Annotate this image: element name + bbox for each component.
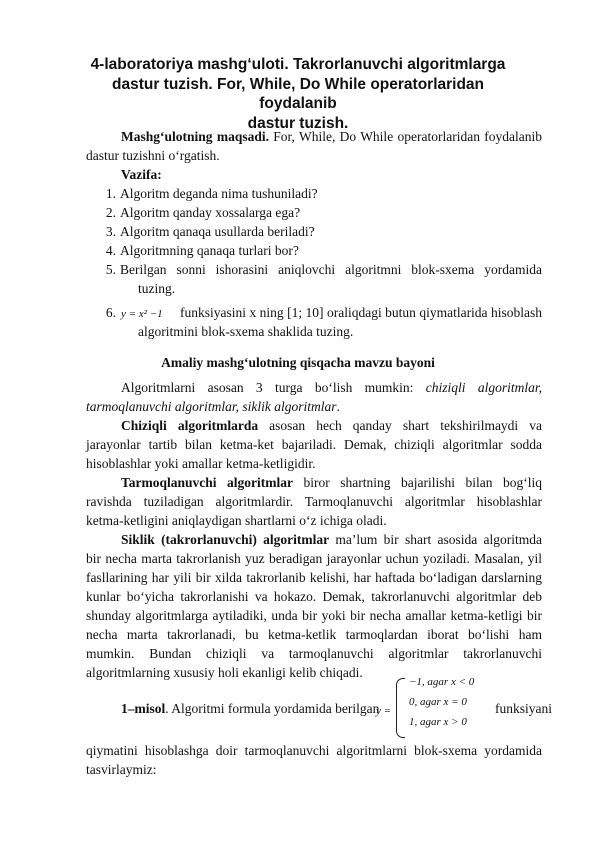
example-line-2: qiymatini hisoblashga doir tarmoqlanuvchi algoritmlarni blok-sxema yordamida	[86, 743, 542, 758]
task-number: 2.	[105, 205, 116, 220]
formula-case: −1, agar x < 0	[409, 676, 475, 688]
text-span: ma’lum bir shart asosida algoritmda	[335, 532, 543, 547]
goal-line-1	[121, 128, 542, 146]
formula-case: 1, agar x > 0	[409, 716, 467, 728]
section-heading: Amaliy mashg‘ulotning qisqacha mavzu bayoni	[161, 355, 435, 370]
task-number: 6.	[105, 305, 116, 320]
task-number: 3.	[105, 224, 116, 239]
task-number: 5.	[105, 262, 116, 277]
paragraph-3-line-3: ketma-ketligini aniqlaydigan shartlarni o‘z ichiga oladi.	[86, 513, 387, 528]
goal-label: Mashg‘ulotning maqsadi.	[121, 129, 269, 144]
task-continuation: tuzing.	[138, 281, 176, 296]
text-span: .	[336, 399, 340, 414]
paragraph-4-line-8: algoritmlarning xususiy holi ekanligi kelib chiqadi.	[86, 665, 363, 680]
paragraph-4-line-3: fasllarining har yili bir xilda takrorlanib kelishi, har haftada bo‘ladigan darslarning	[86, 570, 542, 585]
paragraph-1-line-1	[121, 379, 542, 397]
paragraph-3-line-1	[121, 474, 542, 492]
term-bold: Tarmoqlanuvchi algoritmlar	[121, 475, 294, 490]
task-number: 1.	[105, 186, 116, 201]
brace-shape	[396, 678, 405, 738]
task-text: Algoritm qanaqa usullarda beriladi?	[120, 224, 315, 239]
task-text: Algoritmning qanaqa turlari bor?	[120, 243, 299, 258]
task-number: 4.	[105, 243, 116, 258]
text-span: . Algoritmi formula yordamida berilgan	[165, 701, 380, 716]
title-line-3: dastur tuzish.	[247, 114, 349, 132]
page-title	[90, 55, 506, 133]
example-line-3: tasvirlaymiz:	[86, 762, 157, 777]
paragraph-2-line-2: jarayonlar tartib bilan ketma-ket bajariladi. Demak, chiziqli algoritmlar sodda	[86, 437, 542, 452]
text-span: Algoritmlarni asosan 3 turga bo‘lish mumkin:	[121, 380, 414, 395]
italic-span: tarmoqlanuvchi algoritmlar, siklik algoritmlar	[86, 399, 337, 414]
task-text: Berilgan sonni ishorasini aniqlovchi algoritmni blok-sxema yordamida	[120, 262, 542, 277]
example-label: 1–misol	[121, 701, 166, 716]
paragraph-4-line-1	[121, 531, 542, 549]
term-bold: Chiziqli algoritmlarda	[121, 418, 259, 433]
paragraph-3-line-2: ravishda tuziladigan algoritmlardir. Tarmoqlanuvchi algoritmlar hisoblashlar	[86, 494, 542, 509]
piecewise-formula	[396, 678, 496, 738]
example-after: funksiyani	[495, 701, 552, 716]
formula-y: y =	[376, 705, 392, 717]
task-text: funksiyasini x ning [1; 10] oraliqdagi butun qiymatlarida hisoblash	[180, 305, 542, 320]
paragraph-4-line-5: shunday algoritmlarga aytiladiki, unda bir yoki bir necha amallar ketma-ketligi bir	[86, 608, 542, 623]
paragraph-4-line-6: necha marta takrorlanadi, bu ketma-ketlik tarmoqlardan iborat bo‘lishi ham	[86, 627, 542, 642]
paragraph-4-line-4: kunlar bo‘yicha takrorlanishi va hokazo. Demak, takrorlanuvchi algoritmlar deb	[86, 589, 542, 604]
example-line-1	[121, 700, 401, 718]
task-text: Algoritm qanday xossalarga ega?	[120, 205, 301, 220]
term-bold: Siklik (takrorlanuvchi) algoritmlar	[121, 532, 330, 547]
goal-text-1: For, While, Do While operatorlaridan foydalanib	[273, 129, 542, 144]
title-line-1: 4-laboratoriya mashg‘uloti. Takrorlanuvchi algoritmlarga	[90, 56, 506, 73]
formula-case: 0, agar x = 0	[409, 696, 467, 708]
task-continuation: algoritmini blok-sxema shaklida tuzing.	[138, 324, 354, 339]
italic-span: chiziqli algoritmlar,	[425, 380, 543, 395]
goal-text-2: dastur tuzishni o‘rgatish.	[86, 148, 220, 163]
title-line-2: dastur tuzish. For, While, Do While operatorlaridan foydalanib	[111, 75, 485, 112]
task-text: Algoritm deganda nima tushuniladi?	[120, 186, 318, 201]
paragraph-2-line-1	[121, 417, 542, 435]
paragraph-4-line-7: mumkin. Bundan chiziqli va tarmoqlanuvchi algoritmlar takrorlanuvchi	[86, 646, 542, 661]
paragraph-1-line-2	[86, 398, 542, 416]
text-span: asosan hech qanday shart tekshirilmaydi va	[269, 418, 543, 433]
text-span: biror shartning bajarilishi bilan bog‘liq	[303, 475, 543, 490]
task-formula: y = x² −1	[121, 308, 163, 320]
paragraph-4-line-2: bir necha marta takrorlanish yuz beradigan jarayonlar uchun yoziladi. Masalan, yil	[86, 551, 542, 566]
tasks-label: Vazifa:	[121, 167, 162, 182]
paragraph-2-line-3: hisoblashlar yoki amallar ketma-ketligidir.	[86, 456, 316, 471]
